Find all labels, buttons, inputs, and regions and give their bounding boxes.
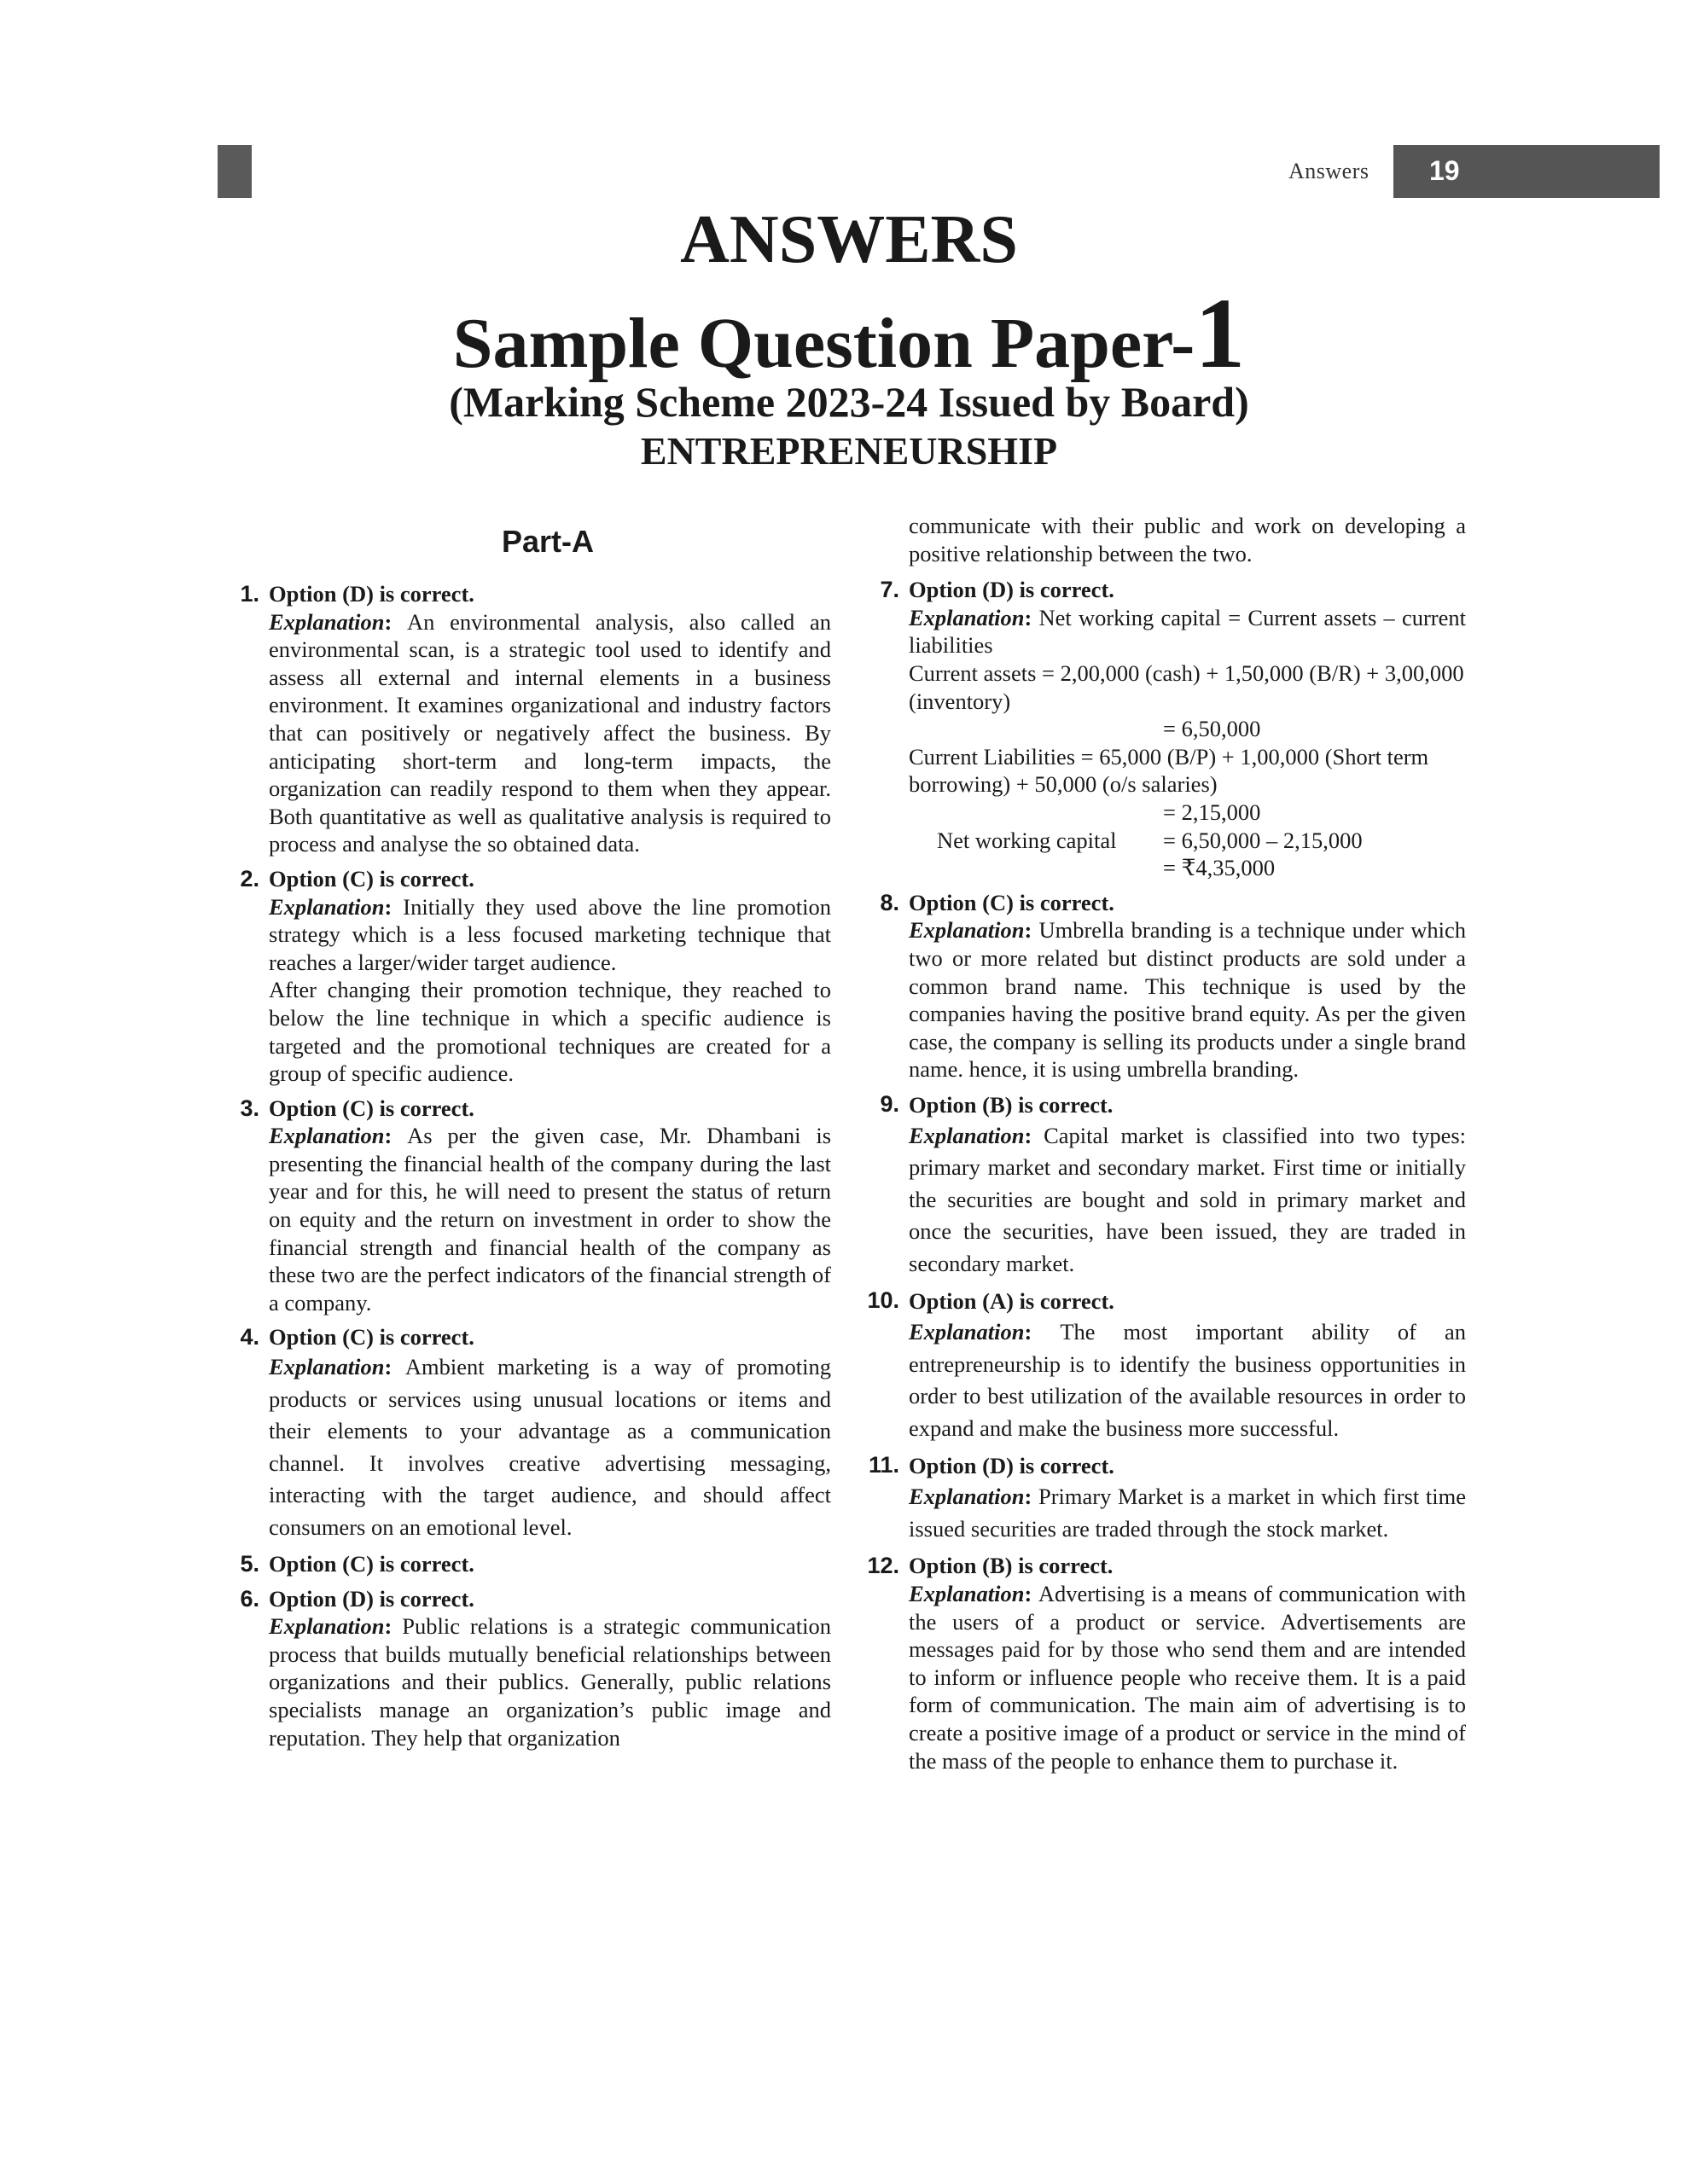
answer-explanation: Explanation: An environmental analysis, also called an environmental scan, is a strategic tool used to identify and assess all external and internal elements in a business environment. It examines organizational and industry factors that can positively or negatively affect the business. By anticipating short-term and long-term impacts, the organization can readily respond to them when they appear. Both quantitative as well as qualitative analysis is required to process and analyse the so obtained data. (269, 608, 831, 857)
question-number: 8. (880, 889, 899, 915)
calc-current-assets-total: = 6,50,000 (1163, 716, 1261, 742)
corner-marker-block (218, 145, 252, 198)
answer-option: Option (B) is correct. (909, 1091, 1114, 1118)
answer-explanation: Explanation: Primary Market is a market in which first time issued securities are traded through the stock market. (909, 1484, 1466, 1542)
explanation-text: Umbrella branding is a technique under which two or more related but distinct products are sold under a common brand name. This technique is used by the companies having the positive brand equity. As per the given case, the company is selling its products under a single brand name. hence, it is using umbrella branding. (909, 917, 1466, 1083)
calc-current-liabilities-total: = 2,15,000 (1163, 799, 1261, 825)
explanation-label: Explanation (909, 1122, 1025, 1148)
calc-current-assets: Current assets = 2,00,000 (cash) + 1,50,000 (B/R) + 3,00,000 (inventory) (909, 659, 1464, 714)
page-number: 19 (1429, 155, 1460, 186)
answer-explanation: Explanation: Capital market is classified into two types: primary market and secondary market. First time or initially the securities are bought and sold in primary market and once the securities, have been issued, they are traded in secondary market. (909, 1122, 1467, 1276)
answer-explanation: Explanation: The most important ability of an entrepreneurship is to identify the business opportunities in order to best utilization of the available resources in order to expand and make the business more successful. (909, 1319, 1466, 1441)
explanation-text: Ambient marketing is a way of promoting products or services using unusual locations or items and their elements to your advantage as a communication channel. It involves creative advertising messaging, interacting with the target audience, and should affect consumers on an emotional level. (269, 1354, 832, 1540)
answer-explanation: Explanation: Umbrella branding is a technique under which two or more related but distinct products are sold under a common brand name. This technique is used by the companies having the positive brand equity. As per the given case, the company is selling its products under a single brand name. hence, it is using umbrella branding. (909, 917, 1466, 1083)
answer-option: Option (C) is correct. (909, 889, 1114, 915)
answer-item-9 (864, 1090, 1466, 1281)
calc-net-working-capital (909, 827, 1466, 855)
answer-explanation: Explanation: Initially they used above the line promotion strategy which is a less focused marketing technique that reaches a larger/wider target audience. (269, 893, 831, 975)
question-number: 5. (240, 1551, 259, 1577)
explanation-label: Explanation (269, 1613, 385, 1640)
answer-option: Option (D) is correct. (909, 1453, 1114, 1479)
question-number: 12. (867, 1553, 899, 1579)
page-number-tab (1393, 145, 1660, 198)
calc-current-liabilities: Current Liabilities = 65,000 (B/P) + 1,00,000 (Short term borrowing) + 50,000 (o/s salaries) (909, 743, 1429, 798)
answer-item-11 (864, 1451, 1466, 1545)
answer-item-7 (864, 576, 1466, 882)
title-paper (0, 277, 1698, 389)
answer-item-12 (864, 1552, 1466, 1774)
explanation-text: Primary Market is a market in which first time issued securities are traded through the stock market. (909, 1484, 1466, 1542)
question-number: 11. (868, 1452, 899, 1478)
explanation-text: An environmental analysis, also called an environmental scan, is a strategic tool used to identify and assess all external and internal elements in a business environment. It examines organizational and industry factors that can positively or negatively affect the business. By anticipating short-term and long-term impacts, the organization can readily respond to them when they appear. Both quantitative as well as qualitative analysis is required to process and analyse the so obtained data. (269, 608, 831, 857)
question-number: 1. (240, 581, 259, 607)
explanation-label: Explanation (269, 1123, 385, 1149)
answer-option: Option (D) is correct. (909, 577, 1114, 603)
explanation-text: Public relations is a strategic communication process that builds mutually beneficial relationships between organizations and their publics. Generally, public relations specialists manage an organization’s public image and reputation. They help that organization (269, 1613, 831, 1751)
calc-nwc-total: = ₹4,35,000 (1163, 855, 1276, 881)
answer-item-2 (224, 865, 831, 1088)
question-number: 6. (240, 1585, 259, 1612)
answer-explanation: Explanation: As per the given case, Mr. Dhambani is presenting the financial health of the company during the last year and for this, he will need to present the status of return on equity and the return on investment in order to show the financial strength and financial health of the company as these two are the perfect indicators of the financial strength of a company. (269, 1123, 832, 1316)
answer-explanation: Explanation: Advertising is a means of communication with the users of a product or service. Advertisements are messages paid for by those who send them and are intended to inform or influence people who receive them. It is a paid form of communication. The main aim of advertising is to create a positive image of a product or service in the mind of the mass of the people to enhance them to purchase it. (909, 1580, 1467, 1774)
answer-option: Option (D) is correct. (269, 1585, 474, 1612)
left-column (224, 512, 831, 1758)
explanation-label: Explanation (909, 1319, 1025, 1345)
answer-option: Option (C) is correct. (269, 1551, 474, 1577)
question-number: 10. (867, 1287, 899, 1314)
calc-nwc-value: = 6,50,000 – 2,15,000 (1163, 827, 1363, 853)
answer-explanation: Explanation: Ambient marketing is a way of promoting products or services using unusual locations or items and their elements to your advantage as a communication channel. It involves creative advertising messaging, interacting with the target audience, and should affect consumers on an emotional level. (269, 1354, 832, 1540)
title-subject: ENTREPRENEURSHIP (640, 429, 1058, 473)
answer-option: Option (A) is correct. (909, 1288, 1114, 1315)
explanation-label: Explanation (909, 1484, 1025, 1510)
explanation-text: Advertising is a means of communication with the users of a product or service. Advertisements are messages paid for by those who send them and are intended to inform or influence people who receive them. It is a paid form of communication. The main aim of advertising is to create a positive image of a product or service in the mind of the mass of the people to enhance them to purchase it. (909, 1580, 1467, 1774)
title-marking-scheme: (Marking Scheme 2023-24 Issued by Board) (449, 378, 1249, 426)
answer-explanation: Explanation: Public relations is a strategic communication process that builds mutually beneficial relationships between organizations and their publics. Generally, public relations specialists manage an organization’s public image and reputation. They help that organization (269, 1613, 831, 1751)
answer-option: Option (C) is correct. (269, 1095, 474, 1121)
question-number: 2. (240, 865, 259, 892)
answer-6-continuation: communicate with their public and work on developing a positive relationship between the two. (909, 513, 1466, 566)
explanation-text: The most important ability of an entrepreneurship is to identify the business opportunities in order to best utilization of the available resources in order to expand and make the business more successful. (909, 1319, 1466, 1441)
answer-item-8 (864, 889, 1466, 1083)
running-head: Answers (1288, 159, 1369, 183)
question-number: 7. (880, 577, 899, 603)
answer-option: Option (C) is correct. (269, 1324, 474, 1350)
title-paper-number: 1 (1195, 277, 1246, 389)
explanation-text: Capital market is classified into two types: primary market and secondary market. First time or initially the securities are bought and sold in primary market and once the securities, have been issued, they are traded in secondary market. (909, 1122, 1467, 1276)
explanation-paragraph-2: After changing their promotion technique, they reached to below the line technique in which a specific audience is targeted and the promotional techniques are created for a group of specific audience. (269, 977, 831, 1087)
question-number: 3. (240, 1095, 259, 1121)
explanation-label: Explanation (909, 1580, 1025, 1606)
calc-nwc-label: Net working capital (937, 827, 1117, 853)
answer-explanation: Explanation: Net working capital = Current assets – current liabilities (909, 604, 1467, 659)
answer-item-6 (224, 1585, 831, 1752)
answer-item-3 (224, 1095, 831, 1317)
explanation-label: Explanation (269, 893, 385, 920)
question-number: 9. (880, 1090, 899, 1117)
part-heading: Part-A (501, 524, 595, 559)
answer-item-4 (224, 1323, 831, 1543)
right-column (864, 512, 1466, 1781)
answer-item-5 (224, 1550, 831, 1578)
explanation-label: Explanation (909, 604, 1025, 630)
explanation-text: Initially they used above the line promotion strategy which is a less focused marketing technique that reaches a larger/wider target audience. (269, 893, 831, 975)
explanation-text: As per the given case, Mr. Dhambani is presenting the financial health of the company during the last year and for this, he will need to present the status of return on equity and the return on investment in order to show the financial strength and financial health of the company as these two are the perfect indicators of the financial strength of a company. (269, 1123, 832, 1316)
question-number: 4. (240, 1324, 259, 1350)
answer-item-1 (224, 580, 831, 858)
explanation-label: Explanation (909, 917, 1025, 944)
explanation-label: Explanation (269, 608, 385, 635)
answer-option: Option (D) is correct. (269, 581, 474, 607)
answer-option: Option (C) is correct. (269, 865, 474, 892)
title-answers: ANSWERS (680, 202, 1018, 277)
answer-option: Option (B) is correct. (909, 1553, 1114, 1579)
title-paper-text: Sample Question Paper- (452, 304, 1195, 383)
explanation-label: Explanation (269, 1354, 385, 1380)
explanation-text: Net working capital = Current assets – current liabilities (909, 604, 1467, 659)
answer-item-10 (864, 1287, 1466, 1444)
